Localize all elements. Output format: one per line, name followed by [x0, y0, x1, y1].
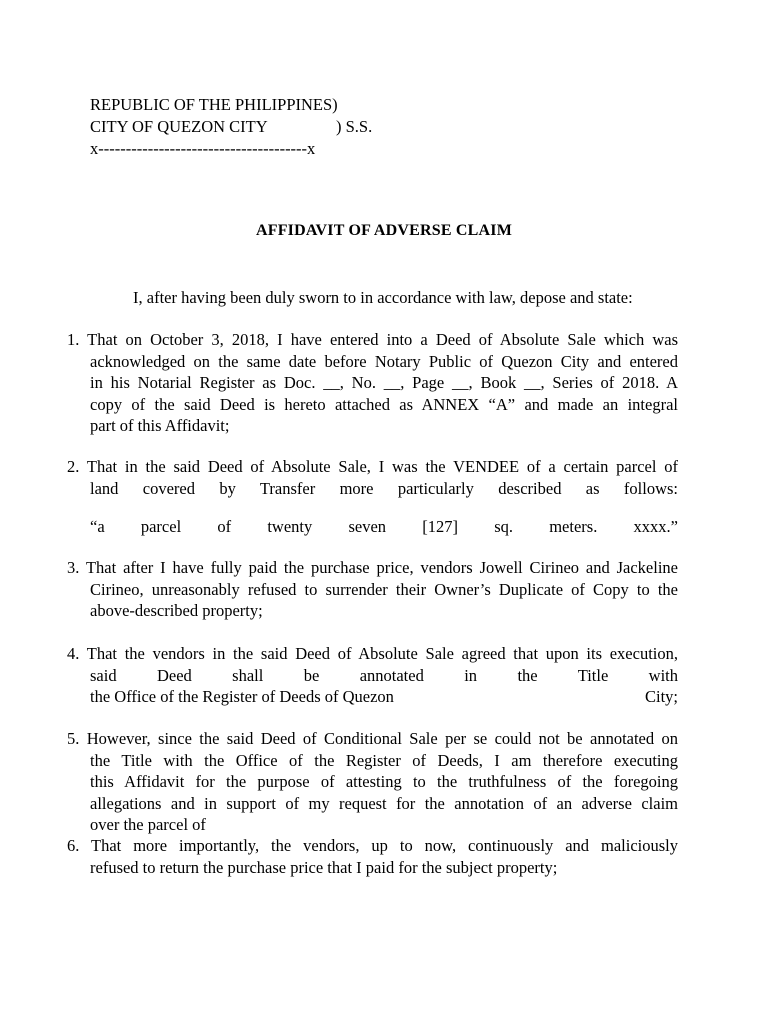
paragraph-6-line-1: 6. That more importantly, the vendors, up to now, continuously and maliciously	[67, 836, 678, 855]
paragraph-1-line-3: in his Notarial Register as Doc. __, No. __, Page __, Book __, Series of 2018. A	[90, 373, 678, 393]
paragraph-5-line-5: over the parcel of	[90, 815, 206, 835]
paragraph-5-line-3: this Affidavit for the purpose of attesting to the truthfulness of the foregoing	[90, 772, 678, 792]
paragraph-6-line-2: refused to return the purchase price that I paid for the subject property;	[90, 857, 558, 877]
paragraph-5	[67, 728, 678, 836]
intro-statement: I, after having been duly sworn to in accordance with law, depose and state:	[133, 288, 633, 307]
header-city-name: CITY OF QUEZON CITY	[90, 117, 268, 136]
paragraph-4-line-3-text: the Office of the Register of Deeds of Quezon	[90, 687, 394, 707]
paragraph-4-line-3-end: City;	[644, 687, 678, 707]
paragraph-5-line-1: 5. However, since the said Deed of Conditional Sale per se could not be annotated on	[67, 729, 678, 748]
paragraph-1-line-1: 1. That on October 3, 2018, I have entered into a Deed of Absolute Sale which was	[67, 330, 678, 349]
paragraph-1-line-4: copy of the said Deed is hereto attached as ANNEX “A” and made an integral	[90, 394, 678, 414]
paragraph-3-line-2: Cirineo, unreasonably refused to surrender their Owner’s Duplicate of Copy to the	[90, 579, 678, 599]
paragraph-4-line-1: 4. That the vendors in the said Deed of Absolute Sale agreed that upon its execution,	[67, 644, 678, 663]
paragraph-6	[67, 835, 678, 878]
paragraph-2-line-1: 2. That in the said Deed of Absolute Sale, I was the VENDEE of a certain parcel of	[67, 457, 678, 476]
paragraph-4-line-3	[67, 686, 678, 708]
document-title: AFFIDAVIT OF ADVERSE CLAIM	[255, 222, 513, 239]
paragraph-2-line-2: land covered by Transfer more particularly described as follows:	[90, 478, 678, 498]
paragraph-2	[67, 456, 678, 538]
paragraph-4	[67, 643, 678, 708]
paragraph-3-line-1: 3. That after I have fully paid the purchase price, vendors Jowell Cirineo and Jackeline	[67, 558, 678, 577]
header-republic: REPUBLIC OF THE PHILIPPINES)	[90, 95, 338, 114]
paragraph-3	[67, 557, 678, 622]
paragraph-5-line-4: allegations and in support of my request for the annotation of an adverse claim	[90, 793, 678, 813]
header-separator: x--------------------------------------x	[90, 139, 316, 158]
header-city	[90, 117, 373, 137]
paragraph-5-line-2: the Title with the Office of the Register of Deeds, I am therefore executing	[90, 750, 678, 770]
paragraph-1-line-5: part of this Affidavit;	[90, 416, 230, 436]
paragraph-3-line-3: above-described property;	[90, 601, 263, 621]
paragraph-1	[67, 329, 678, 437]
paragraph-2-quote: “a parcel of twenty seven [127] sq. meters. xxxx.”	[90, 517, 678, 537]
header-ss: ) S.S.	[336, 117, 373, 136]
paragraph-1-line-2: acknowledged on the same date before Notary Public of Quezon City and entered	[90, 351, 678, 371]
paragraph-4-line-2: said Deed shall be annotated in the Title with	[90, 665, 678, 685]
